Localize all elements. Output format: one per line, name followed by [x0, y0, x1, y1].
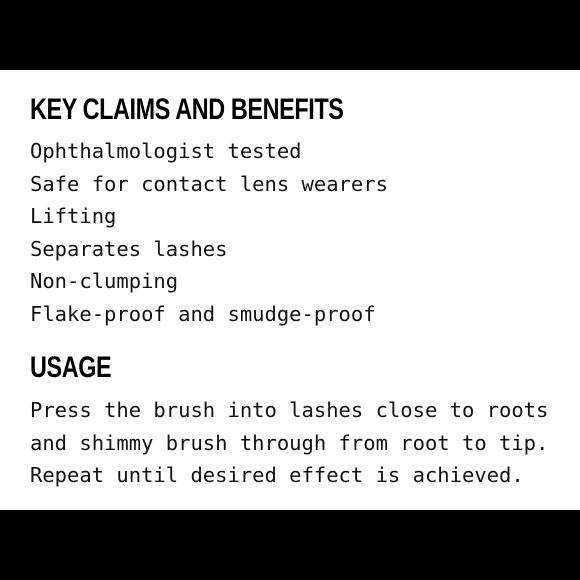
- claim-item-flake-smudge-proof: Flake-proof and smudge-proof: [30, 301, 376, 326]
- usage-text: [30, 394, 548, 492]
- content-panel: [0, 70, 580, 510]
- claim-item-lifting: Lifting: [30, 204, 117, 228]
- claim-item-contact-lens-safe: Safe for contact lens wearers: [30, 171, 388, 196]
- usage-line: and shimmy brush through from root to tip.: [30, 430, 549, 455]
- usage-heading: USAGE: [30, 351, 112, 384]
- bottom-black-band: [0, 510, 580, 580]
- claim-item-non-clumping: Non-clumping: [30, 269, 179, 293]
- top-black-band: [0, 0, 580, 70]
- key-claims-heading: KEY CLAIMS AND BENEFITS: [30, 93, 344, 126]
- claim-item-separates-lashes: Separates lashes: [30, 236, 228, 261]
- key-claims-list: [30, 135, 388, 330]
- usage-line: Repeat until desired effect is achieved.: [30, 463, 524, 487]
- claim-item-ophthalmologist-tested: Ophthalmologist tested: [30, 139, 302, 163]
- usage-line: Press the brush into lashes close to roots: [30, 398, 549, 422]
